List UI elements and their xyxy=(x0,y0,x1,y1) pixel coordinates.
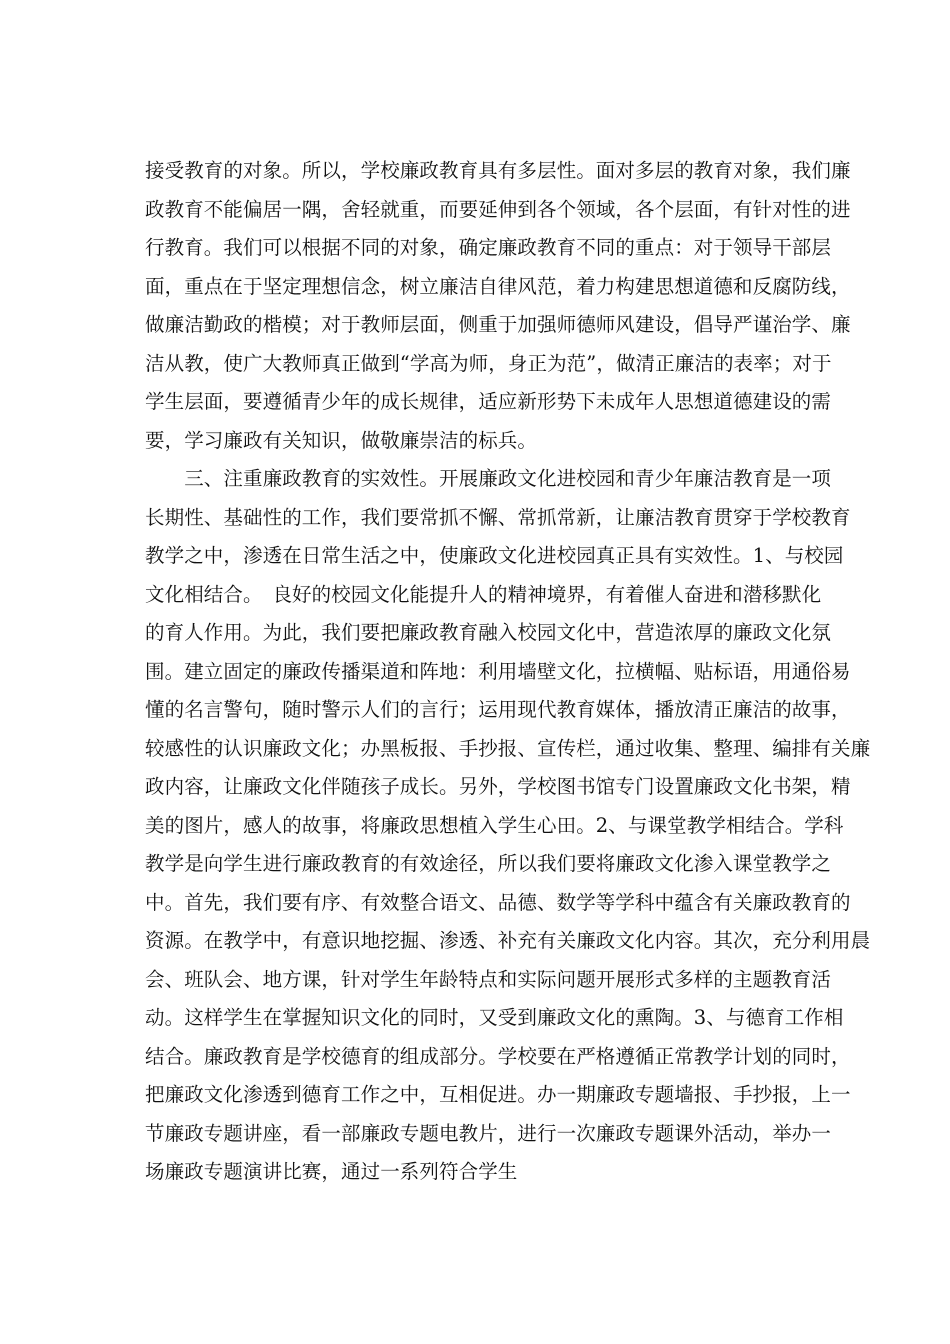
text-line: 节廉政专题讲座，看一部廉政专题电教片，进行一次廉政专题课外活动，举办一 xyxy=(145,1121,832,1145)
text-line: 较感性的认识廉政文化；办黑板报、手抄报、宣传栏，通过收集、整理、编排有关廉 xyxy=(145,736,871,760)
text-line: 懂的名言警句，随时警示人们的言行；运用现代教育媒体，播放清正廉洁的故事， xyxy=(145,698,851,721)
text-line: 文化相结合。 良好的校园文化能提升人的精神境界，有着催人奋进和潜移默化 xyxy=(145,582,822,606)
text-line: 场廉政专题演讲比赛，通过一系列符合学生 xyxy=(145,1160,518,1183)
text-line: 动。这样学生在掌握知识文化的同时，又受到廉政文化的熏陶。3、与德育工作相 xyxy=(145,1006,844,1029)
text-line: 政教育不能偏居一隅，舍轻就重，而要延伸到各个领域，各个层面，有针对性的进 xyxy=(145,197,851,221)
paragraph-1 xyxy=(145,152,851,460)
paragraph-2 xyxy=(145,460,871,1192)
text-line: 教学之中，渗透在日常生活之中，使廉政文化进校园真正具有实效性。1、与校园 xyxy=(145,544,844,567)
text-line: 长期性、基础性的工作，我们要常抓不懈、常抓常新，让廉洁教育贯穿于学校教育 xyxy=(145,505,851,529)
text-line: 的育人作用。为此，我们要把廉政教育融入校园文化中，营造浓厚的廉政文化氛 xyxy=(145,621,832,644)
text-line: 要，学习廉政有关知识，做敬廉崇洁的标兵。 xyxy=(145,428,538,452)
text-line: 面，重点在于坚定理想信念，树立廉洁自律风范，着力构建思想道德和反腐防线， xyxy=(145,274,851,298)
text-line: 会、班队会、地方课，针对学生年龄特点和实际问题开展形式多样的主题教育活 xyxy=(145,967,832,991)
text-line: 政内容，让廉政文化伴随孩子成长。另外，学校图书馆专门设置廉政文化书架，精 xyxy=(145,775,851,798)
text-line: 行教育。我们可以根据不同的对象，确定廉政教育不同的重点：对于领导干部层 xyxy=(145,236,832,259)
text-line: 结合。廉政教育是学校德育的组成部分。学校要在严格遵循正常教学计划的同时， xyxy=(145,1044,851,1068)
text-line: 教学是向学生进行廉政教育的有效途径，所以我们要将廉政文化渗入课堂教学之 xyxy=(145,852,832,875)
text-line: 美的图片，感人的故事，将廉政思想植入学生心田。2、与课堂教学相结合。学科 xyxy=(145,813,844,837)
text-line: 中。首先，我们要有序、有效整合语文、品德、数学等学科中蕴含有关廉政教育的 xyxy=(145,890,851,914)
text-line: 学生层面，要遵循青少年的成长规律，适应新形势下未成年人思想道德建设的需 xyxy=(145,390,832,413)
text-line: 接受教育的对象。所以，学校廉政教育具有多层性。面对多层的教育对象，我们廉 xyxy=(145,159,851,182)
text-line: 做廉洁勤政的楷模；对于教师层面，侧重于加强师德师风建设，倡导严谨治学、廉 xyxy=(145,313,851,336)
text-line: 把廉政文化渗透到德育工作之中，互相促进。办一期廉政专题墙报、手抄报，上一 xyxy=(145,1083,851,1106)
text-line: 三、注重廉政教育的实效性。开展廉政文化进校园和青少年廉洁教育是一项 xyxy=(145,467,832,490)
text-line: 围。建立固定的廉政传播渠道和阵地：利用墙壁文化，拉横幅、贴标语，用通俗易 xyxy=(145,659,851,683)
document-body xyxy=(145,152,871,1192)
text-line: 资源。在教学中，有意识地挖掘、渗透、补充有关廉政文化内容。其次，充分利用晨 xyxy=(145,929,871,952)
text-line: 洁从教，使广大教师真正做到“学高为师，身正为范”，做清正廉洁的表率；对于 xyxy=(145,351,832,375)
